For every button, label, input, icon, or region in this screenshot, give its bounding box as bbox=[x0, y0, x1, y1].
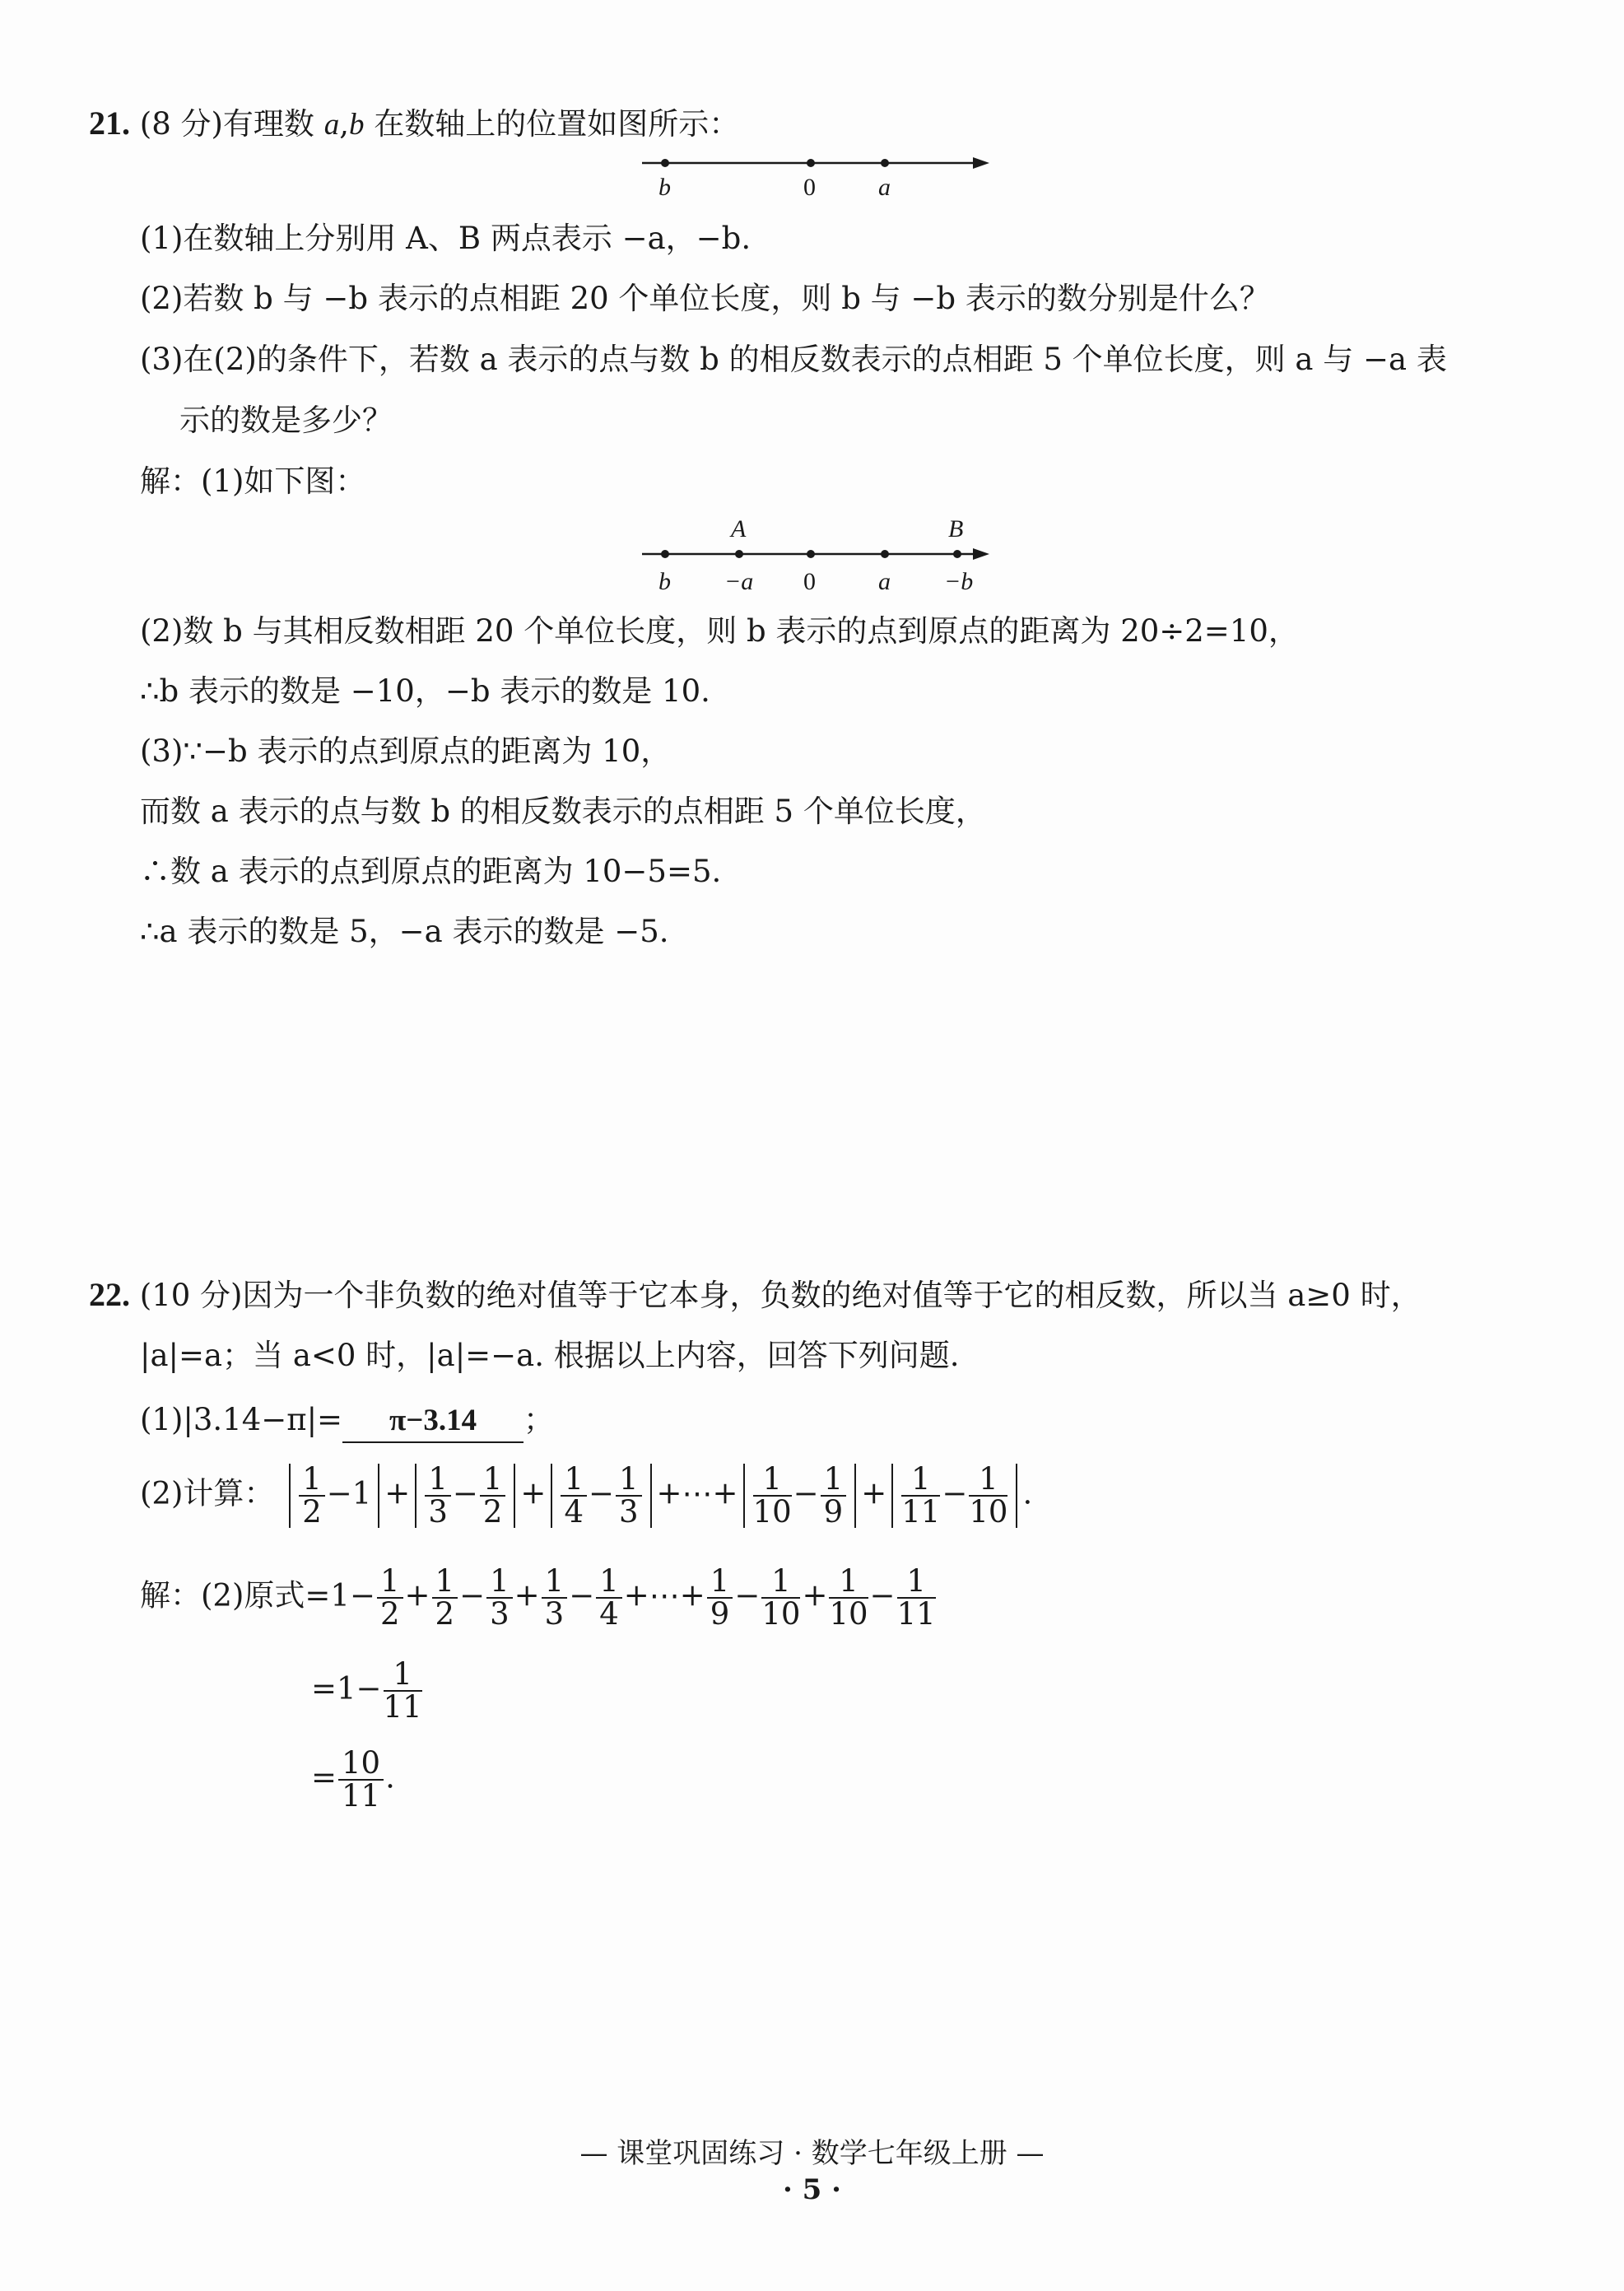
abs-term-10: $\frac{1}{11}$ − $\frac{1}{10}$ bbox=[891, 1464, 1017, 1528]
number-line-solution bbox=[634, 517, 1004, 608]
q21-part3-line1: (3)在(2)的条件下，若数 a 表示的点与数 b 的相反数表示的点相距 5 个单位长度，则 a 与 −a 表 bbox=[140, 342, 1447, 377]
abs-term-9: $\frac{1}{10}$ − $\frac{1}{9}$ bbox=[743, 1464, 857, 1528]
q22-solution-step1: 解：(2)原式=1− $\frac{1}{2}$ + $\frac{1}{2}$ − $\frac{1}{3}$ + $\frac{1}{3}$ − $\frac{1}{4}$ +⋯+ $\frac{1}{9}$ − $\frac{1}{10}$ + $\frac{1}{10}$ − $\frac{1}{11}$ bbox=[140, 1563, 936, 1632]
q21-sol3-line4: ∴a 表示的数是 5，−a 表示的数是 −5. bbox=[140, 914, 669, 949]
q22-part1: (1)|3.14−π|= π−3.14 ； bbox=[140, 1399, 554, 1443]
point-b bbox=[661, 159, 669, 167]
q21-solution-intro: 解：(1)如下图： bbox=[140, 463, 366, 499]
number-line-given bbox=[634, 148, 1004, 206]
answer-blank: π−3.14 bbox=[342, 1400, 523, 1443]
abs-term-3: $\frac{1}{4}$ − $\frac{1}{3}$ bbox=[551, 1464, 651, 1528]
point-B bbox=[953, 550, 961, 558]
label-zero: 0 bbox=[803, 174, 816, 201]
page-number: · 5 · bbox=[782, 2173, 841, 2206]
label-b: b bbox=[658, 568, 671, 595]
q21-header: 21. (8 分)有理数 a,b 在数轴上的位置如图所示： bbox=[89, 105, 740, 142]
label-a: a bbox=[878, 568, 891, 595]
point-zero bbox=[807, 159, 815, 167]
q21-sol3-line1: (3)∵−b 表示的点到原点的距离为 10， bbox=[140, 733, 672, 769]
q21-sol3-line3: ∴数 a 表示的点到原点的距离为 10−5=5. bbox=[140, 854, 722, 889]
q21-sol3-line2: 而数 a 表示的点与数 b 的相反数表示的点相距 5 个单位长度， bbox=[140, 794, 986, 829]
point-a bbox=[881, 550, 889, 558]
point-b bbox=[661, 550, 669, 558]
axis-arrow bbox=[973, 157, 989, 169]
point-A bbox=[735, 550, 743, 558]
q21-part1: (1)在数轴上分别用 A、B 两点表示 −a，−b. bbox=[140, 221, 752, 256]
q21-number: 21. bbox=[89, 105, 130, 142]
q22-part2-expression: (2)计算： $\frac{1}{2}$ −1 + $\frac{1}{3}$ − $\frac{1}{2}$ + $\frac{1}{4}$ − $\frac{1}{3}$ +⋯+ $\frac{1}{10}$ − $\frac{1}{9}$ + $\frac{1}{11}$ − $\frac{1}{10}$ . bbox=[140, 1461, 1033, 1530]
q21-sol2-line1: (2)数 b 与其相反数相距 20 个单位长度，则 b 表示的点到原点的距离为 20÷2=10， bbox=[140, 613, 1299, 649]
abs-term-1: $\frac{1}{2}$ −1 bbox=[289, 1464, 379, 1528]
q21-sol2-line2: ∴b 表示的数是 −10，−b 表示的数是 10. bbox=[140, 673, 710, 709]
q22-solution-step3: = $\frac{10}{11}$ . bbox=[311, 1745, 395, 1814]
label-a: a bbox=[878, 174, 891, 201]
abs-term-2: $\frac{1}{3}$ − $\frac{1}{2}$ bbox=[415, 1464, 515, 1528]
axis-arrow bbox=[973, 548, 989, 560]
q22-line2: |a|=a；当 a<0 时，|a|=−a. 根据以上内容，回答下列问题. bbox=[140, 1338, 960, 1373]
label-A: A bbox=[731, 517, 747, 542]
point-zero bbox=[807, 550, 815, 558]
footer-title: — 课堂巩固练习 · 数学七年级上册 — bbox=[579, 2137, 1045, 2170]
point-a bbox=[881, 159, 889, 167]
label-zero: 0 bbox=[803, 568, 816, 595]
q22-solution-step2: =1− $\frac{1}{11}$ bbox=[311, 1656, 422, 1725]
label-neg-b: −b bbox=[944, 568, 974, 595]
q22-line1: 22. (10 分)因为一个非负数的绝对值等于它本身，负数的绝对值等于它的相反数，所以当 a≥0 时， bbox=[89, 1276, 1422, 1313]
q22-number: 22. bbox=[89, 1276, 130, 1313]
label-B: B bbox=[948, 517, 964, 542]
q21-part3-line2: 示的数是多少？ bbox=[179, 403, 393, 438]
label-neg-a: −a bbox=[724, 568, 754, 595]
label-b: b bbox=[658, 174, 671, 201]
q21-part2: (2)若数 b 与 −b 表示的点相距 20 个单位长度，则 b 与 −b 表示的数分别是什么？ bbox=[140, 281, 1270, 316]
